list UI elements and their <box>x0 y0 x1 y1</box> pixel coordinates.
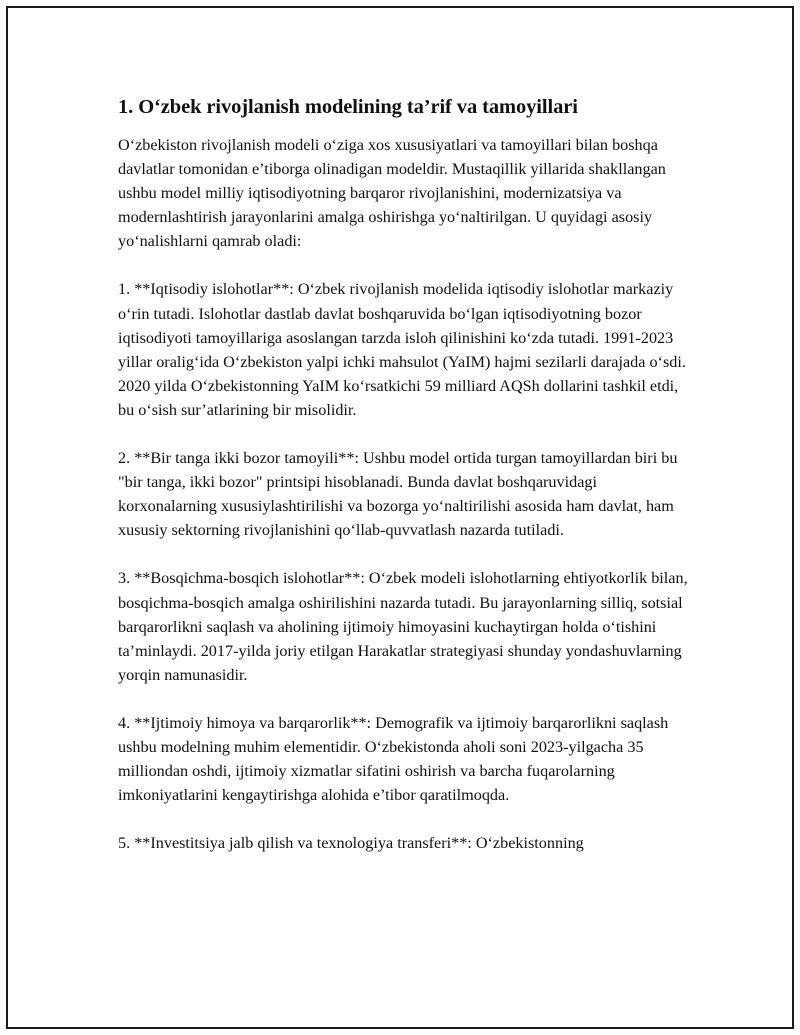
paragraph-one-coin-two-markets: 2. **Bir tanga ikki bozor tamoyili**: Ushbu model ortida turgan tamoyillardan biri bu "bir tanga, ikki bozor" printsipi hisoblanadi. Bunda davlat boshqaruvidagi korxonalarning xususiylashtirilishi va bozorga yo‘naltirilishi asosida ham davlat, ham xususiy sektorning rivojlanishini qo‘llab-quvvatlash nazarda tutiladi. <box>118 449 678 540</box>
paragraph-investment: 5. **Investitsiya jalb qilish va texnologiya transferi**: O‘zbekistonning <box>118 834 584 853</box>
section-heading: 1. O‘zbek rivojlanish modelining ta’rif va tamoyillari <box>118 96 578 118</box>
intro-paragraph: O‘zbekiston rivojlanish modeli o‘ziga xos xususiyatlari va tamoyillari bilan boshqa davlatlar tomonidan e’tiborga olinadigan modeldir. Mustaqillik yillarida shakllangan ushbu model milliy iqtisodiyotning barqaror rivojlanishini, modernizatsiya va modernlashtirish jarayonlarini amalga oshirishga yo‘naltirilgan. U quyidagi asosiy yo‘nalishlarni qamrab oladi: <box>118 136 666 251</box>
paragraph-gradual-reforms: 3. **Bosqichma-bosqich islohotlar**: O‘zbek modeli islohotlarning ehtiyotkorlik bilan, bosqichma-bosqich amalga oshirilishini nazarda tutadi. Bu jarayonlarning silliq, sotsial barqarorlikni saqlash va aholining ijtimoiy himoyasini kuchaytirgan holda o‘tishini ta’minlaydi. 2017-yilda joriy etilgan Harakatlar strategiyasi shunday yondashuvlarning yorqin namunasidir. <box>118 569 688 684</box>
paragraph-economic-reforms: 1. **Iqtisodiy islohotlar**: O‘zbek rivojlanish modelida iqtisodiy islohotlar markaziy o‘rin tutadi. Islohotlar dastlab davlat boshqaruvida bo‘lgan iqtisodiyotning bozor iqtisodiyoti tamoyillariga asoslangan tarzda isloh qilinishini ko‘zda tutadi. 1991-2023 yillar oralig‘ida O‘zbekiston yalpi ichki mahsulot (YaIM) hajmi sezilarli darajada o‘sdi. 2020 yilda O‘zbekistonning YaIM ko‘rsatkichi 59 milliard AQSh dollarini tashkil etdi, bu o‘sish sur’atlarining bir misolidir. <box>118 280 686 419</box>
document-body <box>118 94 698 879</box>
paragraph-social-protection: 4. **Ijtimoiy himoya va barqarorlik**: Demografik va ijtimoiy barqarorlikni saqlash ushbu modelning muhim elementidir. O‘zbekistonda aholi soni 2023-yilgacha 35 milliondan oshdi, ijtimoiy xizmatlar sifatini oshirish va barcha fuqarolarning imkoniyatlarini kengaytirishga alohida e’tibor qaratilmoqda. <box>118 713 669 805</box>
